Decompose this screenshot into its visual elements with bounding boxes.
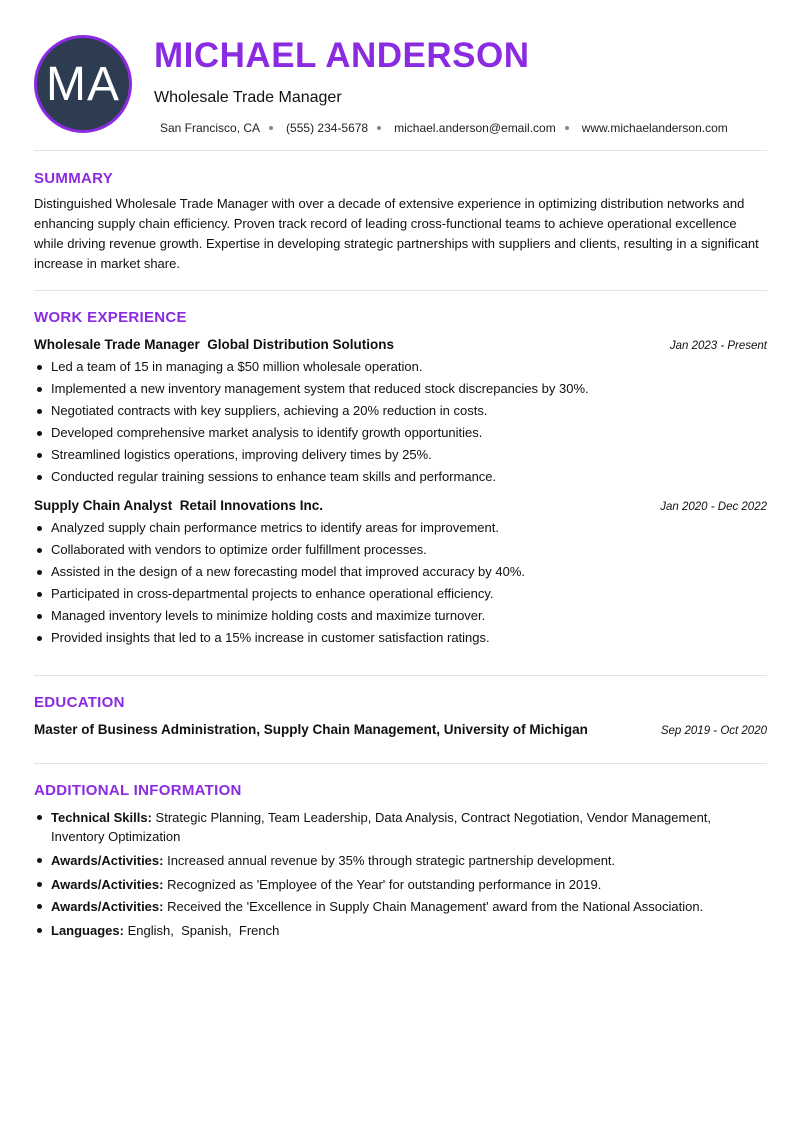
contact-phone: (555) 234-5678 <box>286 121 369 135</box>
list-item: Developed comprehensive market analysis to identify growth opportunities. <box>34 422 767 444</box>
contact-website[interactable]: www.michaelanderson.com <box>581 121 728 135</box>
list-item <box>34 921 767 940</box>
education-degree: Master of Business Administration, Supply Chain Management, University of Michigan <box>34 722 588 737</box>
separator-dot <box>377 126 381 130</box>
additional-title: ADDITIONAL INFORMATION <box>34 782 242 799</box>
info-text: English, Spanish, French <box>127 923 280 938</box>
additional-list <box>34 808 767 940</box>
info-text: Strategic Planning, Team Leadership, Data Analysis, Contract Negotiation, Vendor Management, Inventory Optimization <box>51 810 712 844</box>
education-section <box>34 676 767 763</box>
list-item: Managed inventory levels to minimize holding costs and maximize turnover. <box>34 605 767 627</box>
list-item: Led a team of 15 in managing a $50 million wholesale operation. <box>34 356 767 378</box>
list-item: Participated in cross-departmental projects to enhance operational efficiency. <box>34 583 767 605</box>
list-item: Negotiated contracts with key suppliers, achieving a 20% reduction in costs. <box>34 400 767 422</box>
resume-header <box>34 0 767 150</box>
job-date: Jan 2023 - Present <box>669 340 767 352</box>
additional-section <box>34 764 767 940</box>
list-item: Implemented a new inventory management system that reduced stock discrepancies by 30%. <box>34 378 767 400</box>
education-title: EDUCATION <box>34 694 125 711</box>
experience-title: WORK EXPERIENCE <box>34 309 187 326</box>
avatar <box>34 35 132 133</box>
info-text: Recognized as 'Employee of the Year' for outstanding performance in 2019. <box>167 877 602 892</box>
separator-dot <box>269 126 273 130</box>
list-item <box>34 851 767 870</box>
list-item <box>34 808 767 846</box>
info-label: Technical Skills: <box>51 810 152 825</box>
list-item: Conducted regular training sessions to enhance team skills and performance. <box>34 466 767 488</box>
list-item <box>34 897 767 916</box>
info-label: Languages: <box>51 923 124 938</box>
job-title: Supply Chain Analyst Retail Innovations Inc. <box>34 498 324 513</box>
candidate-name: MICHAEL ANDERSON <box>154 36 530 75</box>
job-header <box>34 498 767 513</box>
info-label: Awards/Activities: <box>51 899 164 914</box>
list-item: Provided insights that led to a 15% increase in customer satisfaction ratings. <box>34 627 767 649</box>
education-date: Sep 2019 - Oct 2020 <box>660 725 767 737</box>
list-item: Streamlined logistics operations, improving delivery times by 25%. <box>34 444 767 466</box>
job-bullets <box>34 356 767 488</box>
info-label: Awards/Activities: <box>51 877 164 892</box>
info-label: Awards/Activities: <box>51 853 164 868</box>
job-title: Wholesale Trade Manager Global Distribution Solutions <box>34 337 395 352</box>
job-date: Jan 2020 - Dec 2022 <box>660 501 767 513</box>
list-item <box>34 875 767 894</box>
candidate-role: Wholesale Trade Manager <box>154 89 342 106</box>
job-entry <box>34 337 767 488</box>
avatar-initials: MA <box>46 57 120 111</box>
contact-location: San Francisco, CA <box>160 121 261 135</box>
job-header <box>34 337 767 352</box>
summary-title: SUMMARY <box>34 170 114 187</box>
education-entry <box>34 722 767 737</box>
contact-email[interactable]: michael.anderson@email.com <box>394 121 556 135</box>
list-item: Analyzed supply chain performance metrics to identify areas for improvement. <box>34 517 767 539</box>
list-item: Collaborated with vendors to optimize order fulfillment processes. <box>34 539 767 561</box>
list-item: Assisted in the design of a new forecasting model that improved accuracy by 40%. <box>34 561 767 583</box>
experience-section <box>34 291 767 675</box>
info-text: Received the 'Excellence in Supply Chain Management' award from the National Association. <box>167 899 704 914</box>
summary-section <box>34 151 767 290</box>
job-entry <box>34 498 767 649</box>
info-text: Increased annual revenue by 35% through strategic partnership development. <box>167 853 616 868</box>
separator-dot <box>565 126 569 130</box>
job-bullets <box>34 517 767 649</box>
contact-line <box>160 121 728 135</box>
summary-text: Distinguished Wholesale Trade Manager with over a decade of extensive experience in optimizing distribution networks and enhancing supply chain efficiency. Proven track record of leading cross-functional teams to achieve operational excellence while driving revenue growth. Expertise in developing strategic partnerships with suppliers and clients, resulting in a significant increase in market share. <box>34 196 759 271</box>
